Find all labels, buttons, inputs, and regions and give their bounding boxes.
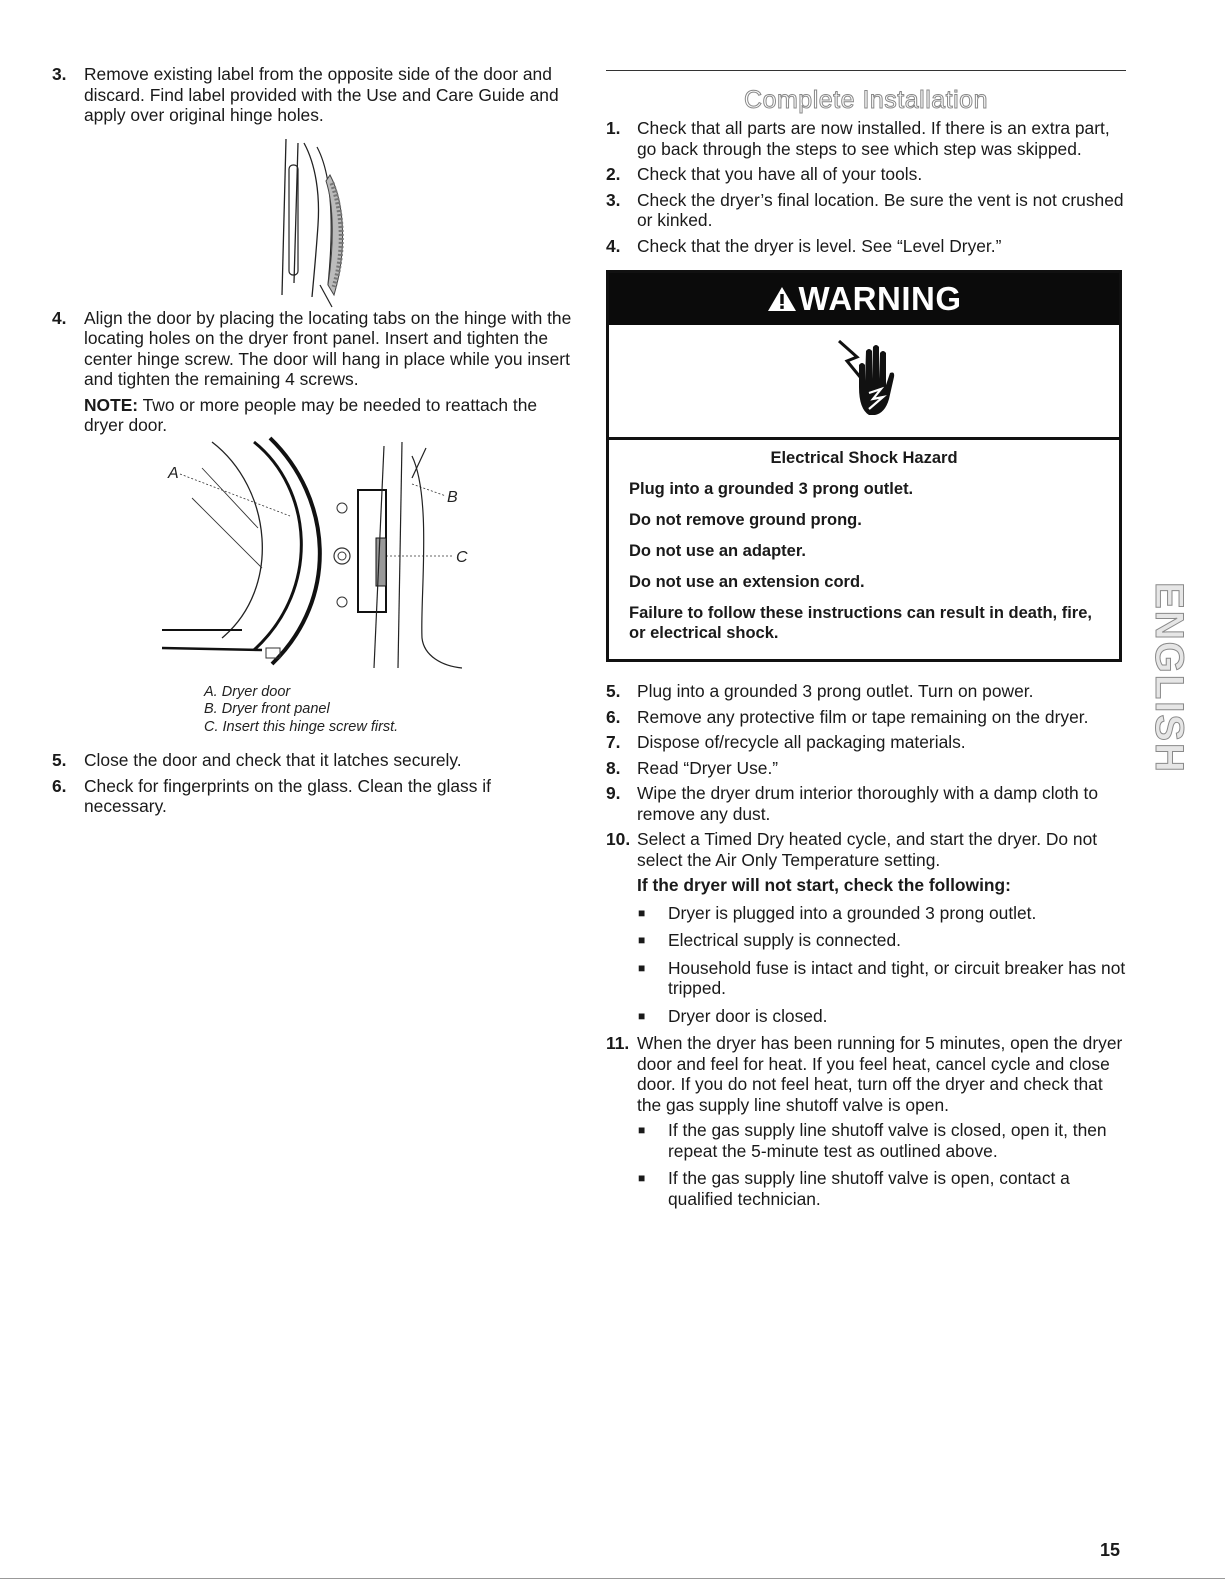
caption-b: B. Dryer front panel (204, 701, 330, 717)
door-hinge-illustration (162, 438, 468, 668)
electric-shock-hand-icon (835, 337, 905, 427)
warning-header (609, 273, 1119, 325)
side-tab-label: ENGLISH (1147, 582, 1191, 774)
step-number: 11. (606, 1033, 630, 1053)
list-item-text: Household fuse is intact and tight, or circuit breaker has not tripped. (668, 957, 1126, 998)
step-number: 4. (52, 307, 67, 328)
step-number: 7. (606, 732, 621, 752)
step-number: 8. (606, 757, 621, 778)
right-steps-top (606, 118, 1128, 261)
list-item (638, 903, 1128, 924)
step-text: Remove any protective film or tape remaining on the dryer. (637, 706, 1089, 727)
figure-label-c: C (456, 549, 468, 566)
step-text: Check for fingerprints on the glass. Clean the glass if necessary. (84, 775, 491, 816)
warning-line: Do not use an extension cord. (629, 573, 865, 591)
step-number: 3. (606, 189, 621, 210)
list-item (638, 958, 1128, 999)
warning-icon-area (609, 325, 1119, 440)
step-text: Dispose of/recycle all packaging materials. (637, 732, 966, 752)
list-item (638, 1006, 1128, 1027)
bullet-square-icon: ■ (638, 960, 646, 975)
step-number: 5. (606, 681, 621, 701)
bullet-square-icon: ■ (638, 1123, 646, 1137)
bullet-square-icon: ■ (638, 1171, 646, 1185)
step-5-close (52, 750, 572, 771)
page-bottom-rule (0, 1578, 1225, 1579)
install-step (606, 190, 1128, 231)
step-text: When the dryer has been running for 5 minutes, open the dryer door and feel for heat. If you feel heat, cancel cycle and close door. If you do not feel heat, turn off the dryer and check that the gas supply line shutoff valve is open. (637, 1033, 1123, 1115)
step-4-align (52, 308, 572, 390)
step-text: Close the door and check that it latches securely. (84, 750, 462, 770)
list-item (638, 1120, 1128, 1161)
step-text: Align the door by placing the locating tabs on the hinge with the locating holes on the dryer front panel. Insert and tighten the center hinge screw. The door will hang in place while you insert and tighten the remaining 4 screws. (84, 307, 572, 389)
list-item (638, 930, 1128, 951)
warning-body (609, 440, 1119, 643)
step-text: Check that you have all of your tools. (637, 164, 923, 184)
section-rule (606, 70, 1126, 71)
warning-triangle-icon (767, 285, 797, 313)
note-text: Two or more people may be needed to reattach the dryer door. (84, 394, 538, 435)
figure-captions (204, 684, 572, 737)
warning-line: Plug into a grounded 3 prong outlet. (629, 480, 914, 498)
list-item-text: Electrical supply is connected. (668, 930, 901, 950)
install-step (606, 758, 1128, 779)
warning-line: Failure to follow these instructions can result in death, fire, or electrical shock. (629, 604, 1092, 642)
step-3-label (52, 64, 572, 126)
install-step (606, 732, 1128, 753)
install-step (606, 1033, 1128, 1115)
step-text: Check the dryer’s final location. Be sure the vent is not crushed or kinked. (637, 189, 1124, 230)
caption-a: A. Dryer door (204, 683, 291, 700)
step-number: 5. (52, 750, 67, 770)
note-label: NOTE: (84, 394, 139, 415)
install-step (606, 783, 1128, 824)
list-item-text: Dryer is plugged into a grounded 3 prong outlet. (668, 902, 1037, 923)
step-text: Check that all parts are now installed. If there is an extra part, go back through the steps to see which step was skipped. (637, 118, 1110, 159)
step-number: 4. (606, 235, 621, 256)
step-text: Plug into a grounded 3 prong outlet. Turn on power. (637, 681, 1034, 701)
step-text: Select a Timed Dry heated cycle, and start the dryer. Do not select the Air Only Temperature setting. (637, 829, 1098, 870)
install-step (606, 829, 1128, 870)
page-number: 15 (1100, 1540, 1121, 1560)
step-text: Read “Dryer Use.” (637, 757, 779, 778)
hinge-label-illustration (272, 135, 472, 315)
figure-label-a: A (168, 465, 179, 482)
install-step (606, 707, 1128, 728)
troubleshoot-list (638, 903, 1128, 1027)
list-item (638, 1168, 1128, 1209)
step-number: 6. (52, 775, 67, 796)
list-item-text: If the gas supply line shutoff valve is closed, open it, then repeat the 5-minute test as outlined above. (668, 1120, 1107, 1161)
step-6-fingerprints (52, 776, 572, 817)
bullet-square-icon: ■ (638, 1008, 646, 1023)
install-step (606, 164, 1128, 185)
step-number: 2. (606, 164, 621, 184)
step-text: Wipe the dryer drum interior thoroughly with a damp cloth to remove any dust. (637, 783, 1099, 824)
step-text: Remove existing label from the opposite side of the door and discard. Find label provided with the Use and Care Guide and apply over original hinge holes. (84, 64, 559, 125)
warning-line: Do not remove ground prong. (629, 511, 862, 529)
section-title: Complete Installation (744, 86, 988, 114)
language-side-tab (1147, 568, 1191, 788)
list-item-text: If the gas supply line shutoff valve is open, contact a qualified technician. (668, 1168, 1070, 1209)
install-step (606, 236, 1128, 257)
warning-title: WARNING (798, 280, 962, 317)
right-steps-bottom (606, 681, 1128, 1216)
step-number: 9. (606, 783, 621, 803)
step-number: 6. (606, 706, 621, 727)
heat-check-list (638, 1120, 1128, 1209)
install-step (606, 118, 1128, 159)
left-column (52, 0, 572, 822)
troubleshoot-subhead: If the dryer will not start, check the following: (637, 875, 1011, 895)
step-number: 3. (52, 64, 67, 84)
bullet-square-icon: ■ (638, 905, 646, 920)
list-item-text: Dryer door is closed. (668, 1005, 828, 1026)
warning-line: Do not use an adapter. (629, 542, 806, 560)
note (84, 395, 572, 436)
step-number: 10. (606, 829, 631, 849)
install-step (606, 681, 1128, 702)
caption-c: C. Insert this hinge screw first. (204, 718, 399, 735)
bullet-square-icon: ■ (638, 933, 646, 947)
step-number: 1. (606, 118, 621, 138)
step-text: Check that the dryer is level. See “Level Dryer.” (637, 235, 1002, 256)
warning-hazard: Electrical Shock Hazard (770, 449, 958, 467)
warning-box (606, 270, 1122, 662)
figure-label-b: B (447, 489, 458, 506)
